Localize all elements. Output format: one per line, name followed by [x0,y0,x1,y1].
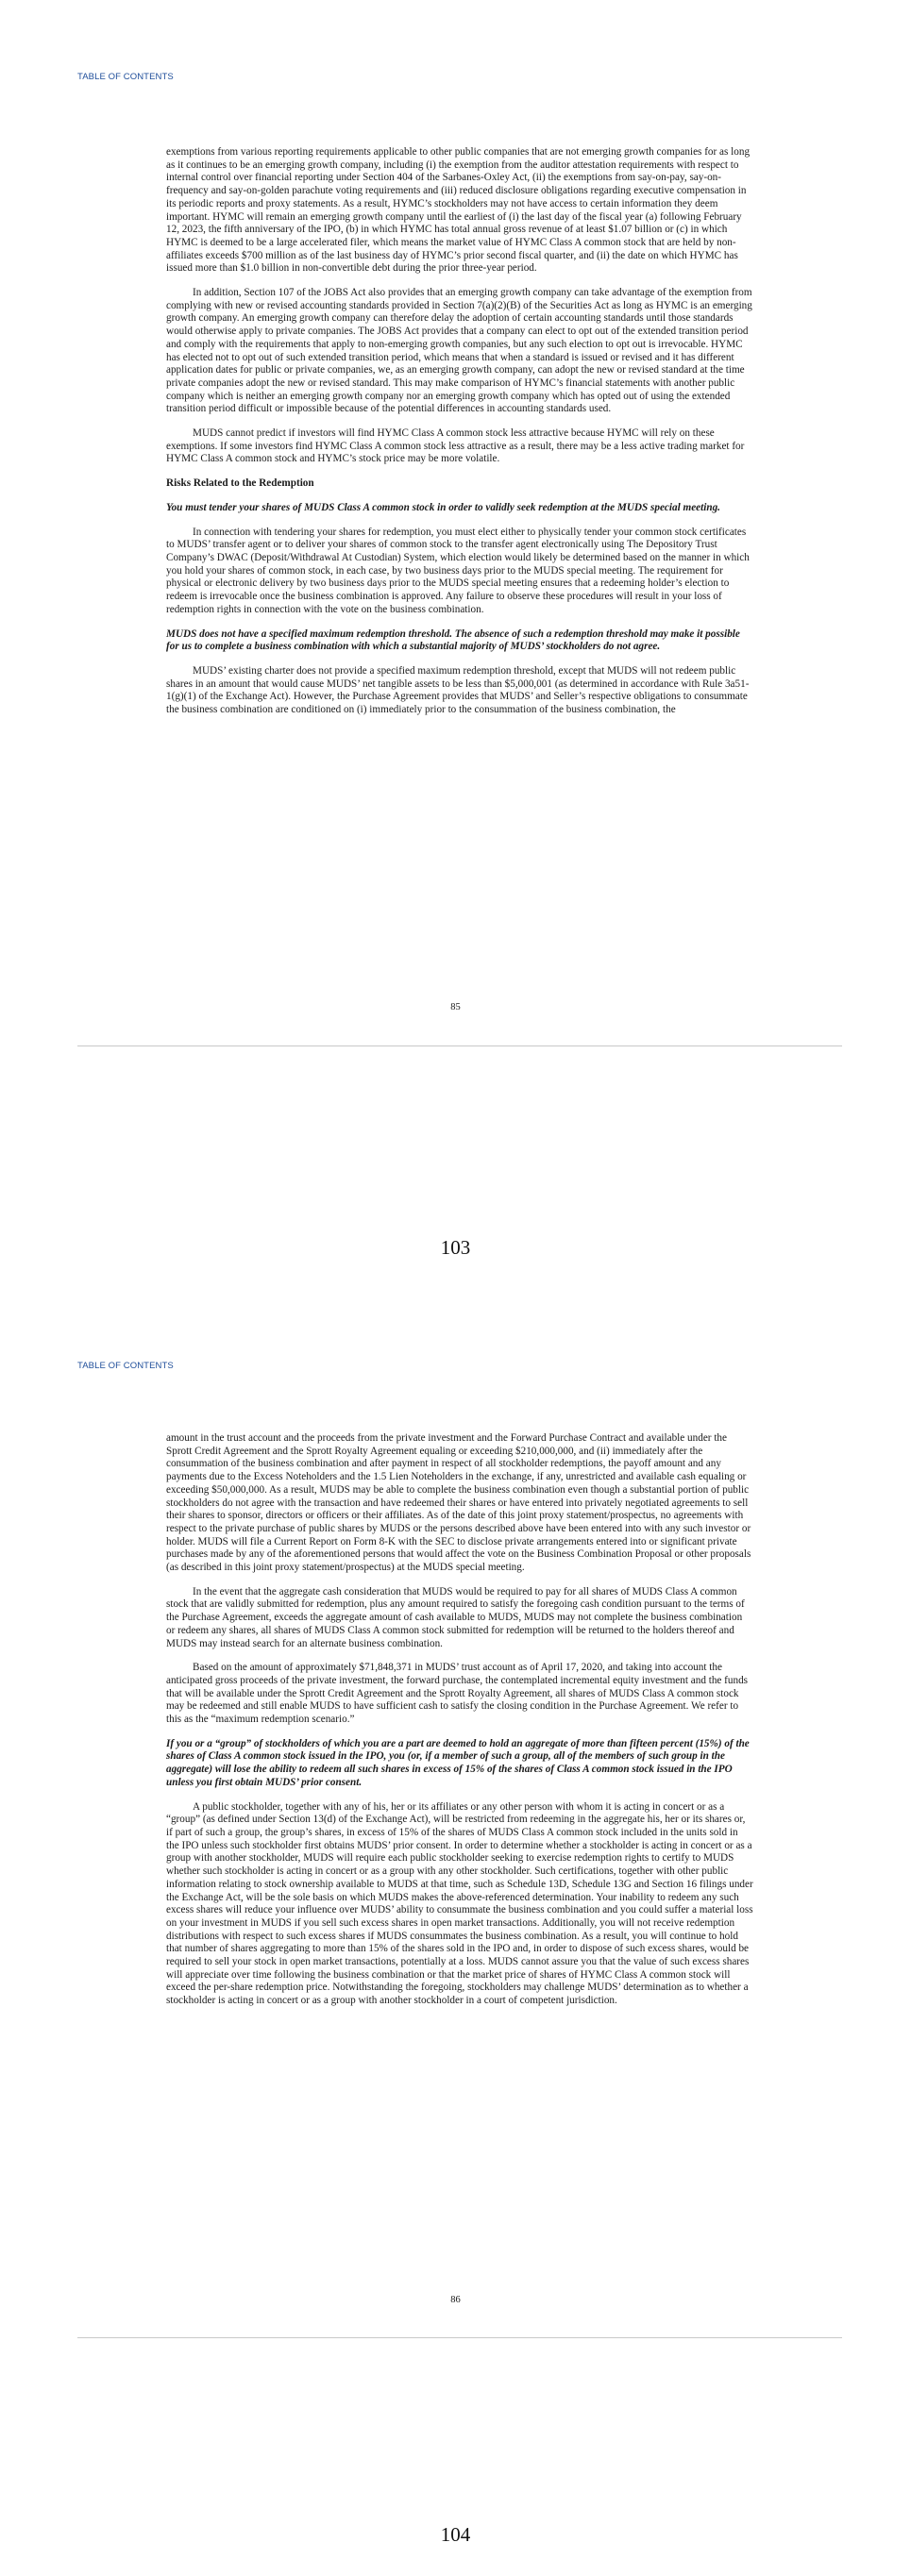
paragraph: MUDS’ existing charter does not provide a specified maximum redemption threshold, except that MUDS will not redeem public shares in an amount that would cause MUDS’ net tangible assets to be less than $5,000,001 (as determined in accordance with Rule 3a51-1(g)(1) of the Exchange Act). However, the Purchase Agreement provides that MUDS’ and Seller’s respective obligations to consummate the business combination are conditioned on (i) immediately prior to the consummation of the business combination, the [166,664,750,716]
paragraph: In the event that the aggregate cash consideration that MUDS would be required to pay for all shares of MUDS Class A common stock that are validly submitted for redemption, plus any amount required to satisfy the foregoing cash condition pursuant to the terms of the Purchase Agreement, exceeds the aggregate amount of cash available to MUDS, MUDS may not complete the business combination or redeem any shares, all shares of MUDS Class A common stock submitted for redemption will be returned to the holders thereof and MUDS may instead search for an alternate business combination. [166,1585,745,1649]
paragraph: A public stockholder, together with any of his, her or its affiliates or any other person with whom it is acting in concert or as a “group” (as defined under Section 13(d) of the Exchange Act), will be restricted from redeeming in the aggregate his, her or its shares or, if part of such a group, the group’s shares, in excess of 15% of the shares of MUDS Class A common stock included in the units sold in the IPO unless such stockholder first obtains MUDS’ prior consent. In order to determine whether a stockholder is acting in concert or as a group with another stockholder, MUDS will require each public stockholder seeking to exercise redemption rights to certify to MUDS whether such stockholder is acting in concert or as a group with any other stockholder. Such certifications, together with other public information relating to stock ownership available to MUDS at that time, such as Schedule 13D, Schedule 13G and Section 16 filings under the Exchange Act, will be the sole basis on which MUDS makes the above-referenced determination. Your inability to redeem any such excess shares will reduce your influence over MUDS’ ability to consummate the business combination and you could suffer a material loss on your investment in MUDS if you sell such excess shares in open market transactions. Additionally, you will not receive redemption distributions with respect to such excess shares if MUDS consummates the business combination. As a result, you will continue to hold that number of shares aggregating to more than 15% of the shares sold in the IPO and, in order to dispose of such excess shares, would be required to sell your stock in open market transactions, potentially at a loss. MUDS cannot assure you that the value of such excess shares will appreciate over time following the business combination or that the market price of shares of HYMC Class A common stock will exceed the per-share redemption price. Notwithstanding the foregoing, stockholders may challenge MUDS’ determination as to whether a stockholder is acting in concert or as a group with another stockholder in a court of competent jurisdiction. [166,1800,753,2007]
page-divider [77,2337,842,2338]
pdf-page-number: 104 [440,2523,471,2546]
paragraph: In addition, Section 107 of the JOBS Act also provides that an emerging growth company can take advantage of the exemption from complying with new or revised accounting standards provided in Section 7(a)(2)(B) of the Securities Act as long as HYMC is an emerging growth company. An emerging growth company can therefore delay the adoption of certain accounting standards until those standards would otherwise apply to private companies. The JOBS Act provides that a company can elect to opt out of the extended transition period and comply with the requirements that apply to non-emerging growth companies, but any such election to opt out is irrevocable. HYMC has elected not to opt out of such extended transition period, which means that when a standard is issued or revised and it has different application dates for public or private companies, we, as an emerging growth company, can adopt the new or revised standard at the time private companies adopt the new or revised standard. This may make comparison of HYMC’s financial statements with another public company which is neither an emerging growth company nor an emerging growth company which has opted out of using the extended transition period difficult or impossible because of the potential differences in accounting standards used. [166,287,752,415]
paragraph: MUDS cannot predict if investors will find HYMC Class A common stock less attractive because HYMC will rely on these exemptions. If some investors find HYMC Class A common stock less attractive as a result, there may be a less active trading market for HYMC Class A common stock and HYMC’s stock price may be more volatile. [166,427,745,465]
page-folio: 86 [450,2295,461,2305]
risk-factor-title: MUDS does not have a specified maximum redemption threshold. The absence of such a redemption threshold may make it possible for us to complete a business combination with which a substantial majority of MUDS’ stockholders do not agree. [166,627,740,653]
page-body [166,1432,753,2019]
paragraph: exemptions from various reporting requirements applicable to other public companies that are not emerging growth companies for as long as it continues to be an emerging growth company, including (i) the exemption from the auditor attestation requirements with respect to internal control over financial reporting under Section 404 of the Sarbanes-Oxley Act, (ii) the exemptions from say-on-pay, say-on-frequency and say-on-golden parachute voting requirements and (iii) reduced disclosure obligations regarding executive compensation in its periodic reports and proxy statements. As a result, HYMC’s stockholders may not have access to certain information they deem important. HYMC will remain an emerging growth company until the earliest of (i) the last day of the fiscal year (a) following February 12, 2023, the fifth anniversary of the IPO, (b) in which HYMC has total annual gross revenue of at least $1.07 billion or (c) in which HYMC is deemed to be a large accelerated filer, which means the market value of HYMC Class A common stock that are held by non-affiliates exceeds $700 million as of the last business day of HYMC’s prior second fiscal quarter, and (ii) the date on which HYMC has issued more than $1.0 billion in non-convertible debt during the prior three-year period. [166,146,751,275]
risk-factor-title: If you or a “group” of stockholders of which you are a part are deemed to hold an aggregate of more than fifteen percent (15%) of the shares of Class A common stock issued in the IPO, you (or, if a member of such a group, all of the members of such group in the aggregate) will lose the ability to redeem all such shares in excess of 15% of the shares of Class A common stock issued in the IPO unless you first obtain MUDS’ prior consent. [166,1737,750,1788]
page-folio: 85 [450,1002,461,1012]
table-of-contents-link[interactable]: TABLE OF CONTENTS [77,1361,174,1371]
pdf-page-number: 103 [440,1236,471,1259]
page-body [166,146,753,728]
paragraph: In connection with tendering your shares for redemption, you must elect either to physically tender your common stock certificates to MUDS’ transfer agent or to deliver your shares of common stock to the transfer agent electronically using The Depository Trust Company’s DWAC (Deposit/Withdrawal At Custodian) System, which election would likely be determined based on the manner in which you hold your shares of common stock, in each case, by two business days prior to the MUDS special meeting. The requirement for physical or electronic delivery by two business days prior to the MUDS special meeting ensures that a redeeming holder’s election to redeem is irrevocable once the business combination is approved. Any failure to observe these procedures will result in your loss of redemption rights in connection with the vote on the business combination. [166,526,750,615]
section-heading: Risks Related to the Redemption [166,477,314,490]
risk-factor-title: You must tender your shares of MUDS Class A common stock in order to validly seek redemption at the MUDS special meeting. [166,501,720,513]
paragraph: amount in the trust account and the proceeds from the private investment and the Forward Purchase Contract and available under the Sprott Credit Agreement and the Sprott Royalty Agreement equaling or exceeding $210,000,000, and (ii) immediately after the consummation of the business combination and after payment in respect of all stockholder redemptions, the payoff amount and any payments due to the Excess Noteholders and the 1.5 Lien Noteholders in the exchange, if any, unrestricted and available cash equaling or exceeding $50,000,000. As a result, MUDS may be able to complete the business combination even though a substantial portion of public stockholders do not agree with the transaction and have redeemed their shares or have entered into privately negotiated agreements to sell their shares to sponsor, directors or officers or their affiliates. As of the date of this joint proxy statement/prospectus, no agreements with respect to the private purchase of public shares by MUDS or the persons described above have been entered into with any such investor or holder. MUDS will file a Current Report on Form 8-K with the SEC to disclose private arrangements entered into or significant private purchases made by any of the aforementioned persons that would affect the vote on the Business Combination Proposal or other proposals (as described in this joint proxy statement/prospectus) at the MUDS special meeting. [166,1432,751,1574]
paragraph: Based on the amount of approximately $71,848,371 in MUDS’ trust account as of April 17, 2020, and taking into account the anticipated gross proceeds of the private investment, the forward purchase, the contemplated incremental equity investment and the funds that will be available under the Sprott Credit Agreement and the Sprott Royalty Agreement, all shares of MUDS Class A common stock may be redeemed and still enable MUDS to have sufficient cash to satisfy the closing condition in the Purchase Agreement. We refer to this as the “maximum redemption scenario.” [166,1662,749,1726]
table-of-contents-link[interactable]: TABLE OF CONTENTS [77,72,174,82]
page-divider [77,1045,842,1046]
